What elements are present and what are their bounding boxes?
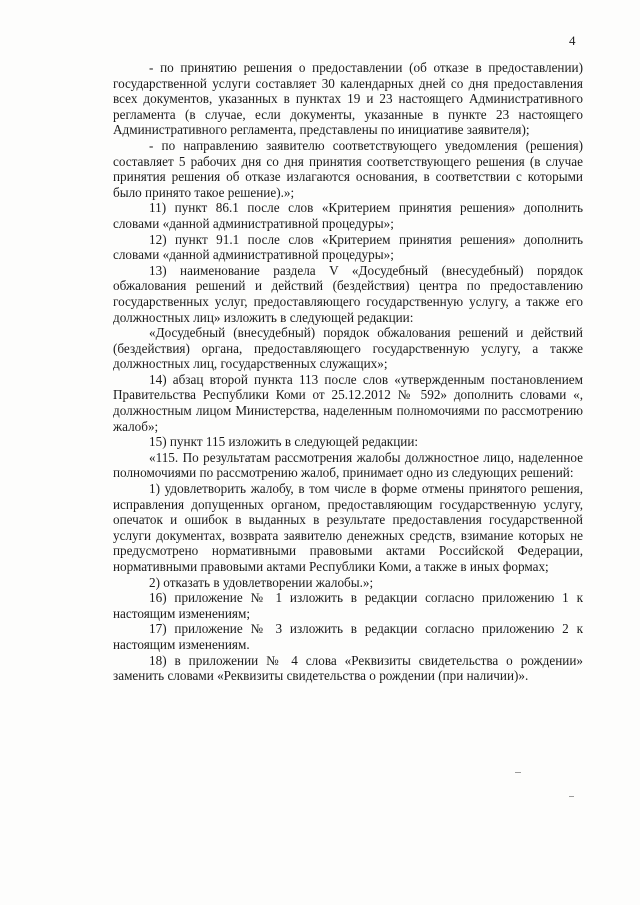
document-body bbox=[113, 60, 583, 684]
paragraph-item-17: 17) приложение № 3 изложить в редакции согласно приложению 2 к настоящим изменениям. bbox=[113, 621, 583, 652]
scan-speck bbox=[515, 772, 521, 773]
paragraph-item-13: 13) наименование раздела V «Досудебный (внесудебный) порядок обжалования решений и действий (бездействия) центра по предоставлению государственных услуг, предоставляющего государственную услугу, а также его должностных лиц» изложить в следующей редакции: bbox=[113, 262, 583, 325]
paragraph-item-16: 16) приложение № 1 изложить в редакции согласно приложению 1 к настоящим изменениям; bbox=[113, 590, 583, 621]
scan-speck bbox=[569, 796, 574, 797]
paragraph-decision-2: 2) отказать в удовлетворении жалобы.»; bbox=[149, 574, 374, 590]
paragraph-decision-1: 1) удовлетворить жалобу, в том числе в форме отмены принятого решения, исправления допущенных органом, предоставляющим государственную услугу, опечаток и ошибок в выданных в результате предоставления государственной услуги документах, возврата заявителю денежных средств, взимание которых не предусмотрено нормативными правовыми актами Российской Федерации, нормативными правовыми актами Республики Коми, а также в иных формах; bbox=[113, 481, 583, 574]
page-number: 4 bbox=[569, 33, 576, 48]
paragraph-item-11: 11) пункт 86.1 после слов «Критерием принятия решения» дополнить словами «данной административной процедуры»; bbox=[113, 200, 583, 231]
paragraph-item-15: 15) пункт 115 изложить в следующей редакции: bbox=[149, 434, 419, 450]
paragraph-decision-term: - по принятию решения о предоставлении (об отказе в предоставлении) государственной услуги составляет 30 календарных дней со дня предоставления всех документов, указанных в пунктах 19 и 23 настоящего Административного регламента (в случае, если документы, указанные в пункте 23 настоящего Административного регламента, представлены по инициативе заявителя); bbox=[113, 60, 583, 138]
paragraph-notification-term: - по направлению заявителю соответствующего уведомления (решения) составляет 5 рабочих дня со дня принятия соответствующего решения (в случае принятия решения об отказе излагаются основания, в соответствии с которыми было принято такое решение).»; bbox=[113, 137, 583, 200]
paragraph-item-18: 18) в приложении № 4 слова «Реквизиты свидетельства о рождении» заменить словами «Реквизиты свидетельства о рождении (при наличии)». bbox=[113, 652, 583, 684]
paragraph-section-title-quote: «Досудебный (внесудебный) порядок обжалования решений и действий (бездействия) органа, предоставляющего государственную услугу, а также должностных лиц, государственных служащих»; bbox=[113, 325, 583, 372]
paragraph-point-115: «115. По результатам рассмотрения жалобы должностное лицо, наделенное полномочиями по рассмотрению жалоб, принимает одно из следующих решений: bbox=[113, 449, 583, 481]
paragraph-item-14: 14) абзац второй пункта 113 после слов «утвержденным постановлением Правительства Республики Коми от 25.12.2012 № 592» дополнить словами «, должностным лицом Министерства, наделенным полномочиями по рассмотрению жалоб»; bbox=[113, 371, 583, 434]
paragraph-item-12: 12) пункт 91.1 после слов «Критерием принятия решения» дополнить словами «данной административной процедуры»; bbox=[113, 231, 583, 263]
